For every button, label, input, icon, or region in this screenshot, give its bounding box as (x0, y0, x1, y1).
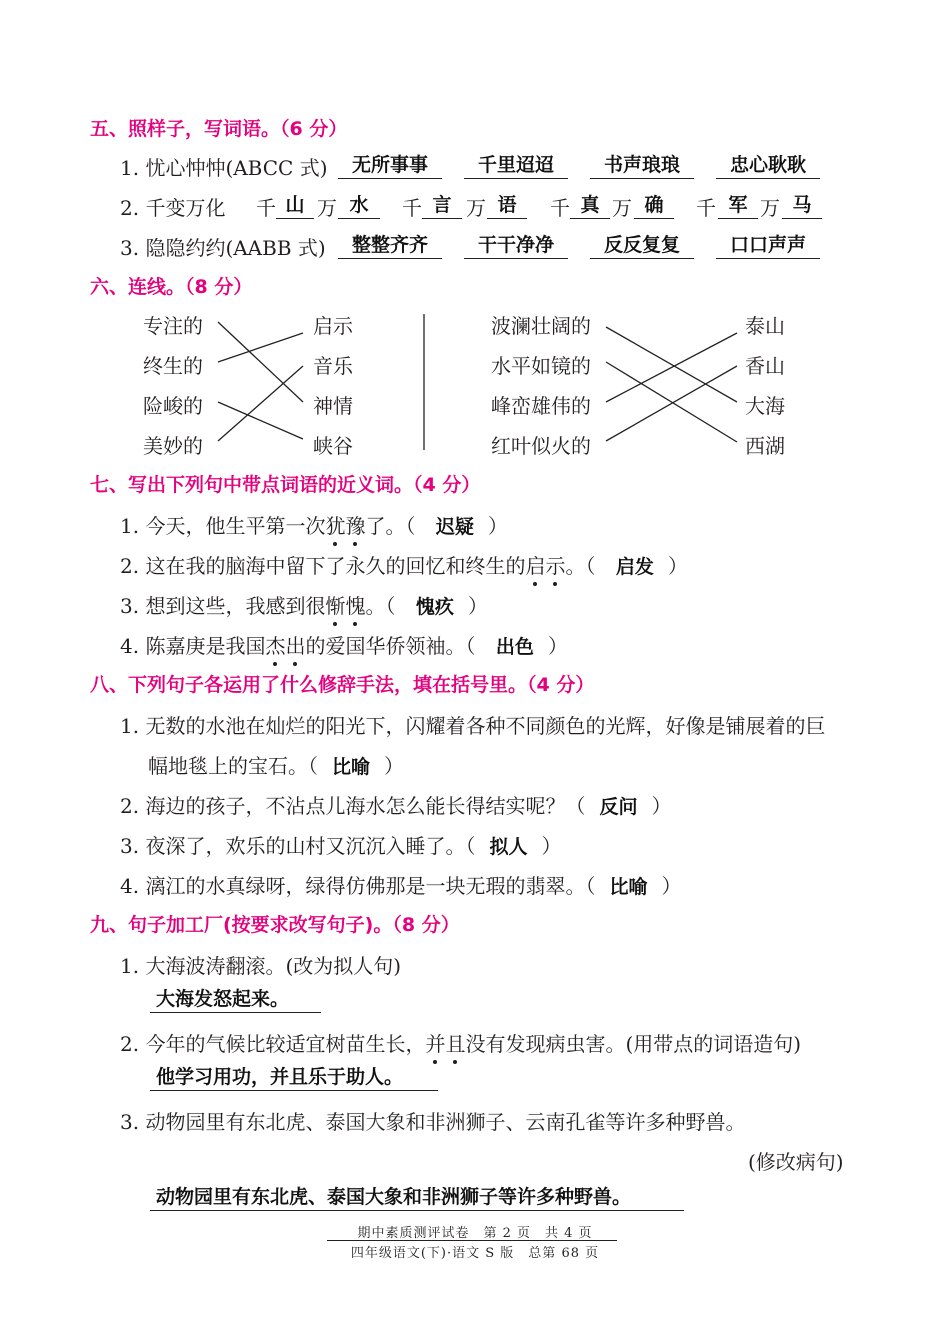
match-left-1: 专注的 (143, 314, 203, 338)
q5-1-answer-1[interactable]: 无所事事 (338, 152, 442, 179)
q8-3-answer[interactable]: 拟人 (489, 836, 528, 858)
q8-1-line-1: 1. 无数的水池在灿烂的阳光下，闪耀着各种不同颜色的光辉，好像是铺展着的巨 (120, 714, 826, 738)
q5-2-blank-1b[interactable]: 水 (338, 192, 380, 219)
q5-3-label: 3. 隐隐约约(AABB 式) (120, 236, 326, 260)
match-line-3 (218, 402, 303, 439)
q5-1-label: 1. 忧心忡忡(ABCC 式) (120, 156, 328, 180)
dotted-char: 惭 (325, 590, 345, 619)
q5-2-blank-2b[interactable]: 语 (487, 192, 527, 219)
q5-3-answer-2[interactable]: 干干净净 (464, 232, 568, 259)
q7-2-answer[interactable]: 启发 (615, 556, 654, 578)
section-8-title: 八、下列句子各运用了什么修辞手法，填在括号里。（4 分） (90, 674, 595, 696)
q5-1-answer-4[interactable]: 忠心耿耿 (716, 152, 820, 179)
q8-2: 2. 海边的孩子，不沾点儿海水怎么能长得结实呢？（ 反问 ） (120, 794, 672, 818)
q8-4-answer[interactable]: 比喻 (609, 876, 648, 898)
q7-3-answer[interactable]: 愧疚 (415, 596, 454, 618)
q9-1: 1. 大海波涛翻滚。(改为拟人句) (120, 954, 402, 978)
match2-left-2: 水平如镜的 (491, 354, 591, 378)
section-7-title: 七、写出下列句中带点词语的近义词。（4 分） (90, 474, 481, 496)
dotted-char: 示 (545, 550, 565, 579)
q5-1-answer-3[interactable]: 书声琅琅 (590, 152, 694, 179)
match2-right-2: 香山 (745, 354, 785, 378)
section-9-title: 九、句子加工厂(按要求改写句子)。（8 分） (90, 914, 460, 936)
footer-line-1: 期中素质测评试卷 第 2 页 共 4 页 (357, 1226, 593, 1241)
q8-1-line-2: 幅地毯上的宝石。（ 比喻 ） (148, 754, 405, 778)
q5-2-char-qian: 千 (550, 196, 570, 220)
match-right-2: 音乐 (313, 354, 353, 378)
dotted-char: 且 (445, 1028, 465, 1057)
dotted-char: 愧 (345, 590, 365, 619)
q9-3: 3. 动物园里有东北虎、泰国大象和非洲狮子、云南孔雀等许多种野兽。 (120, 1110, 746, 1134)
q5-3-answer-4[interactable]: 口口声声 (716, 232, 820, 259)
match2-line-3 (606, 333, 737, 402)
section-6-title: 六、连线。（8 分） (90, 276, 253, 298)
q5-2-label: 2. 千变万化 (120, 196, 226, 220)
q9-2: 2. 今年的气候比较适宜树苗生长，并且没有发现病虫害。(用带点的词语造句) (120, 1028, 801, 1057)
match2-left-4: 红叶似火的 (491, 434, 591, 458)
match-left-2: 终生的 (143, 354, 203, 378)
q5-2-blank-3b[interactable]: 确 (634, 192, 674, 219)
q5-2-blank-4a[interactable]: 军 (718, 192, 758, 219)
matching-lines (0, 0, 950, 470)
q5-2-char-wan: 万 (466, 196, 486, 220)
dotted-char: 启 (525, 550, 545, 579)
q5-2-char-qian: 千 (696, 196, 716, 220)
q5-2-char-wan: 万 (317, 196, 337, 220)
match2-right-4: 西湖 (745, 434, 785, 458)
q5-2-blank-4b[interactable]: 马 (782, 192, 822, 219)
match-left-4: 美妙的 (143, 434, 203, 458)
dotted-char: 杰 (265, 630, 285, 659)
dotted-char: 并 (425, 1028, 445, 1057)
q5-2-blank-3a[interactable]: 真 (570, 192, 610, 219)
q9-1-answer[interactable]: 大海发怒起来。 (150, 986, 321, 1013)
q5-2-char-qian: 千 (256, 196, 276, 220)
match-right-3: 神情 (313, 394, 353, 418)
q5-1-answer-2[interactable]: 千里迢迢 (464, 152, 568, 179)
section-5-title: 五、照样子，写词语。（6 分） (90, 118, 348, 140)
match-right-4: 峡谷 (313, 434, 353, 458)
q8-1-answer[interactable]: 比喻 (332, 756, 371, 778)
q8-3: 3. 夜深了，欢乐的山村又沉沉入睡了。（ 拟人 ） (120, 834, 562, 858)
match2-right-3: 大海 (745, 394, 785, 418)
match-line-4 (218, 366, 303, 441)
q7-3: 3. 想到这些，我感到很惭愧。（ 愧疚 ） (120, 590, 488, 619)
q7-1-answer[interactable]: 迟疑 (435, 516, 474, 538)
dotted-char: 出 (285, 630, 305, 659)
q7-4-answer[interactable]: 出色 (495, 636, 534, 658)
match2-left-3: 峰峦雄伟的 (491, 394, 591, 418)
q5-2-char-qian: 千 (402, 196, 422, 220)
q9-3-note: (修改病句) (748, 1150, 844, 1174)
match-left-3: 险峻的 (143, 394, 203, 418)
match2-left-1: 波澜壮阔的 (491, 314, 591, 338)
q8-2-answer[interactable]: 反问 (599, 796, 638, 818)
match-line-1 (218, 322, 303, 402)
footer-line-2: 四年级语文(下)·语文 S 版 总第 68 页 (350, 1246, 600, 1261)
dotted-char: 豫 (345, 510, 365, 539)
match2-line-1 (606, 327, 737, 402)
dotted-char: 犹 (325, 510, 345, 539)
q5-3-answer-1[interactable]: 整整齐齐 (338, 232, 442, 259)
match-right-1: 启示 (313, 314, 353, 338)
match-line-2 (218, 333, 303, 362)
q9-3-answer[interactable]: 动物园里有东北虎、泰国大象和非洲狮子等许多种野兽。 (150, 1184, 684, 1211)
q8-4: 4. 漓江的水真绿呀，绿得仿佛那是一块无瑕的翡翠。（ 比喻 ） (120, 874, 682, 898)
q5-2-char-wan: 万 (612, 196, 632, 220)
q5-2-blank-2a[interactable]: 言 (422, 192, 462, 219)
footer-divider (327, 1240, 617, 1241)
q7-4: 4. 陈嘉庚是我国杰出的爱国华侨领袖。（ 出色 ） (120, 630, 568, 659)
q5-3-answer-3[interactable]: 反反复复 (590, 232, 694, 259)
q9-2-answer[interactable]: 他学习用功，并且乐于助人。 (150, 1064, 438, 1091)
q5-2-char-wan: 万 (760, 196, 780, 220)
q7-2: 2. 这在我的脑海中留下了永久的回忆和终生的启示。（ 启发 ） (120, 550, 688, 579)
match2-right-1: 泰山 (745, 314, 785, 338)
q5-2-blank-1a[interactable]: 山 (276, 192, 314, 219)
q7-1: 1. 今天，他生平第一次犹豫了。（ 迟疑 ） (120, 510, 508, 539)
